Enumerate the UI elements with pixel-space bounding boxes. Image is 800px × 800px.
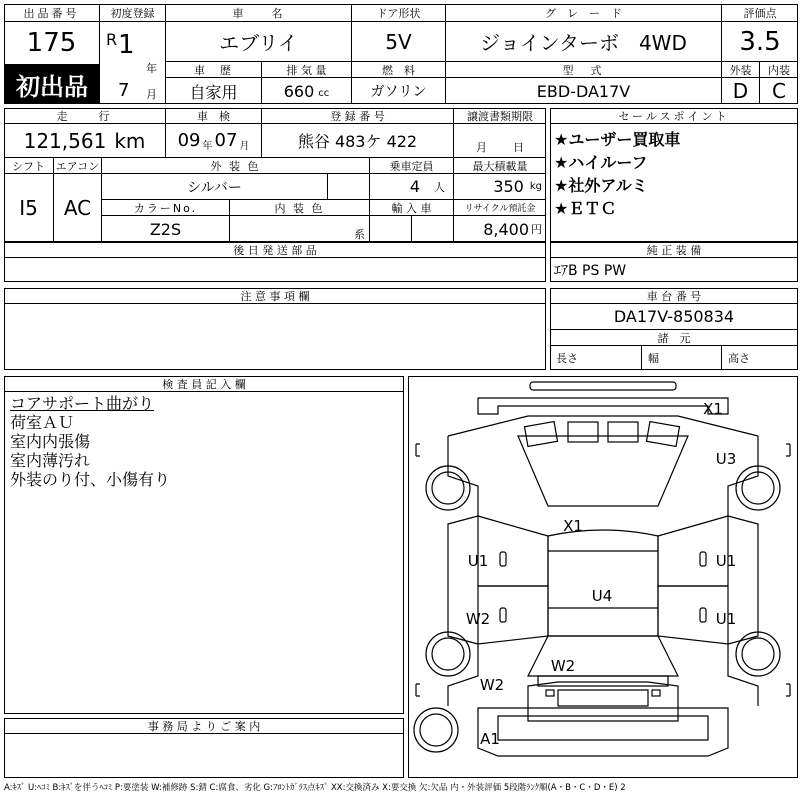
inspection-label: 車 検 (166, 108, 262, 124)
transfer-day-unit: 日 (513, 140, 524, 154)
score-label: 評価点 (722, 4, 798, 22)
inspector-note: 室内薄汚れ (10, 451, 91, 470)
interior-color-label: 内 装 色 (230, 200, 370, 216)
exterior-label: 外装 (722, 62, 760, 78)
era: R (106, 30, 118, 49)
door-label: ドア形状 (352, 4, 446, 22)
colorno-label: カラーNo. (102, 200, 230, 216)
name-label: 車 名 (166, 4, 352, 22)
mark-rear-panel: W2 (550, 657, 576, 675)
shift-label: シフト (4, 158, 54, 174)
load-label: 最大積載量 (454, 158, 546, 174)
recycle-deposit (454, 216, 546, 242)
reg-month: 7 (118, 80, 130, 101)
mark-left-door-front: U1 (467, 552, 489, 570)
mark-rear-bumper: A1 (480, 730, 500, 748)
reg-label: 初度登録 (100, 4, 166, 22)
length-label: 長さ (550, 346, 642, 370)
color-extra-cell (328, 174, 370, 200)
mileage-value: 121,561 (23, 128, 107, 153)
displacement-value: 660 (283, 81, 315, 101)
office-title: 事 務 局 よ り ご 案 内 (4, 718, 404, 734)
inspector-note: 室内内張傷 (10, 432, 91, 451)
inspector-notes (10, 394, 170, 489)
model: EBD-DA17V (446, 78, 722, 104)
load-unit: kg (529, 181, 542, 192)
shift: I5 (4, 174, 54, 242)
capacity (370, 174, 454, 200)
recycle-value: 8,400 (483, 219, 529, 239)
mark-roof: U4 (591, 587, 613, 605)
month-unit: 月 (146, 88, 157, 101)
reg-year: 1 (118, 30, 135, 60)
capacity-label: 乗車定員 (370, 158, 454, 174)
mark-right-door-rear: U1 (715, 610, 737, 628)
air-conditioner: AC (54, 174, 102, 242)
displacement-unit: cc (318, 87, 330, 99)
mark-front: X1 (703, 400, 723, 418)
regno-label: 登 録 番 号 (262, 108, 454, 124)
load-value: 350 (493, 177, 524, 196)
capacity-value: 4 (409, 177, 420, 196)
inspection-month: 07 (214, 130, 238, 151)
grade: ジョインターボ 4WD (446, 22, 722, 62)
inspector-note: 外装のり付、小傷有り (10, 470, 171, 489)
exterior-grade: D (722, 78, 760, 104)
mark-right-front: U3 (715, 450, 737, 468)
import-cell-a (370, 216, 412, 242)
equipment-list: ｴｱB PS PW (554, 263, 627, 279)
legend: A:ｷｽﾞ U:ﾍｺﾐ B:ｷｽﾞを伴うﾍｺﾐ P:要塗装 W:補修跡 S:錆 C:腐食、劣化 G:ﾌﾛﾝﾄｶﾞﾗｽ点ｷｽﾞ XX:交換済み X:要交換 欠:欠品 内・外装評価 5段階ﾗﾝｸ順(A・B・C・D・E) 2 (4, 783, 626, 793)
history: 自家用 (166, 78, 262, 104)
vehicle-name: エブリイ (166, 22, 352, 62)
door-type: 5V (352, 22, 446, 62)
height-label: 高さ (728, 352, 750, 365)
mileage-unit: km (114, 128, 146, 153)
interior-color-unit: 系 (230, 216, 370, 242)
model-label: 型 式 (446, 62, 722, 78)
mark-hood: X1 (563, 517, 583, 535)
exterior-color: シルバー (102, 174, 328, 200)
import-label: 輸 入 車 (370, 200, 454, 216)
sales-point: ★ユーザー買取車 (554, 130, 681, 149)
inspection-year: 09 (177, 130, 201, 151)
chassis-title: 車 台 番 号 (550, 288, 798, 304)
mileage (4, 124, 166, 158)
interior-grade: C (772, 79, 786, 103)
ac-label: エアコン (54, 158, 102, 174)
capacity-unit: 人 (434, 180, 445, 194)
year-unit: 年 (146, 62, 157, 75)
lot-label: 出品番号 (4, 4, 100, 22)
history-label: 車 歴 (166, 62, 262, 78)
interior-label: 内装 (760, 62, 798, 78)
recycle-label: リサイクル預託金 (454, 200, 546, 216)
parts-title: 後 日 発 送 部 品 (4, 242, 546, 258)
displacement (262, 78, 352, 104)
sales-point: ★ＥＴＣ (554, 199, 617, 218)
recycle-unit: 円 (531, 223, 542, 236)
inspection-date (166, 124, 262, 158)
import-cell-b (412, 216, 454, 242)
fuel-label: 燃 料 (352, 62, 446, 78)
inspector-title: 検 査 員 記 入 欄 (4, 376, 404, 392)
grade-label: グ レ ー ド (446, 4, 722, 22)
damage-diagram (408, 376, 798, 778)
sales-point: ★ハイルーフ (554, 153, 648, 172)
inspector-note: 荷室ＡＵ (10, 413, 75, 432)
transfer-month-unit: 月 (476, 140, 487, 154)
inspector-note: コアサポート曲がり (10, 394, 155, 413)
width-label: 幅 (642, 346, 722, 370)
mark-left-rear: W2 (479, 676, 505, 694)
mark-right-door-front: U1 (715, 552, 737, 570)
color-label: 外 装 色 (102, 158, 370, 174)
inspection-year-unit: 年 (202, 141, 213, 152)
registration-number: 熊谷 483ケ 422 (262, 124, 454, 158)
score: 3.5 (722, 22, 798, 62)
displacement-label: 排 気 量 (262, 62, 352, 78)
equipment-title: 純 正 装 備 (550, 242, 798, 258)
chassis-number: DA17V-850834 (550, 304, 798, 330)
lot-number: 175 (4, 22, 100, 64)
inspection-month-unit: 月 (239, 141, 250, 152)
specs-title: 諸 元 (550, 330, 798, 346)
sales-point: ★社外アルミ (554, 176, 648, 195)
mileage-label: 走 行 (4, 108, 166, 124)
first-listing-badge: 初出品 (4, 64, 100, 104)
color-number: Z2S (102, 216, 230, 242)
transfer-deadline (454, 124, 546, 158)
notes-title: 注 意 事 項 欄 (4, 288, 546, 304)
mark-left-door-rear: W2 (465, 610, 491, 628)
sales-points-list (554, 128, 680, 220)
max-load (454, 174, 546, 200)
transfer-label: 譲渡書類期限 (454, 108, 546, 124)
sales-points-title: セールスポイント (550, 108, 798, 124)
fuel: ガソリン (352, 78, 446, 104)
